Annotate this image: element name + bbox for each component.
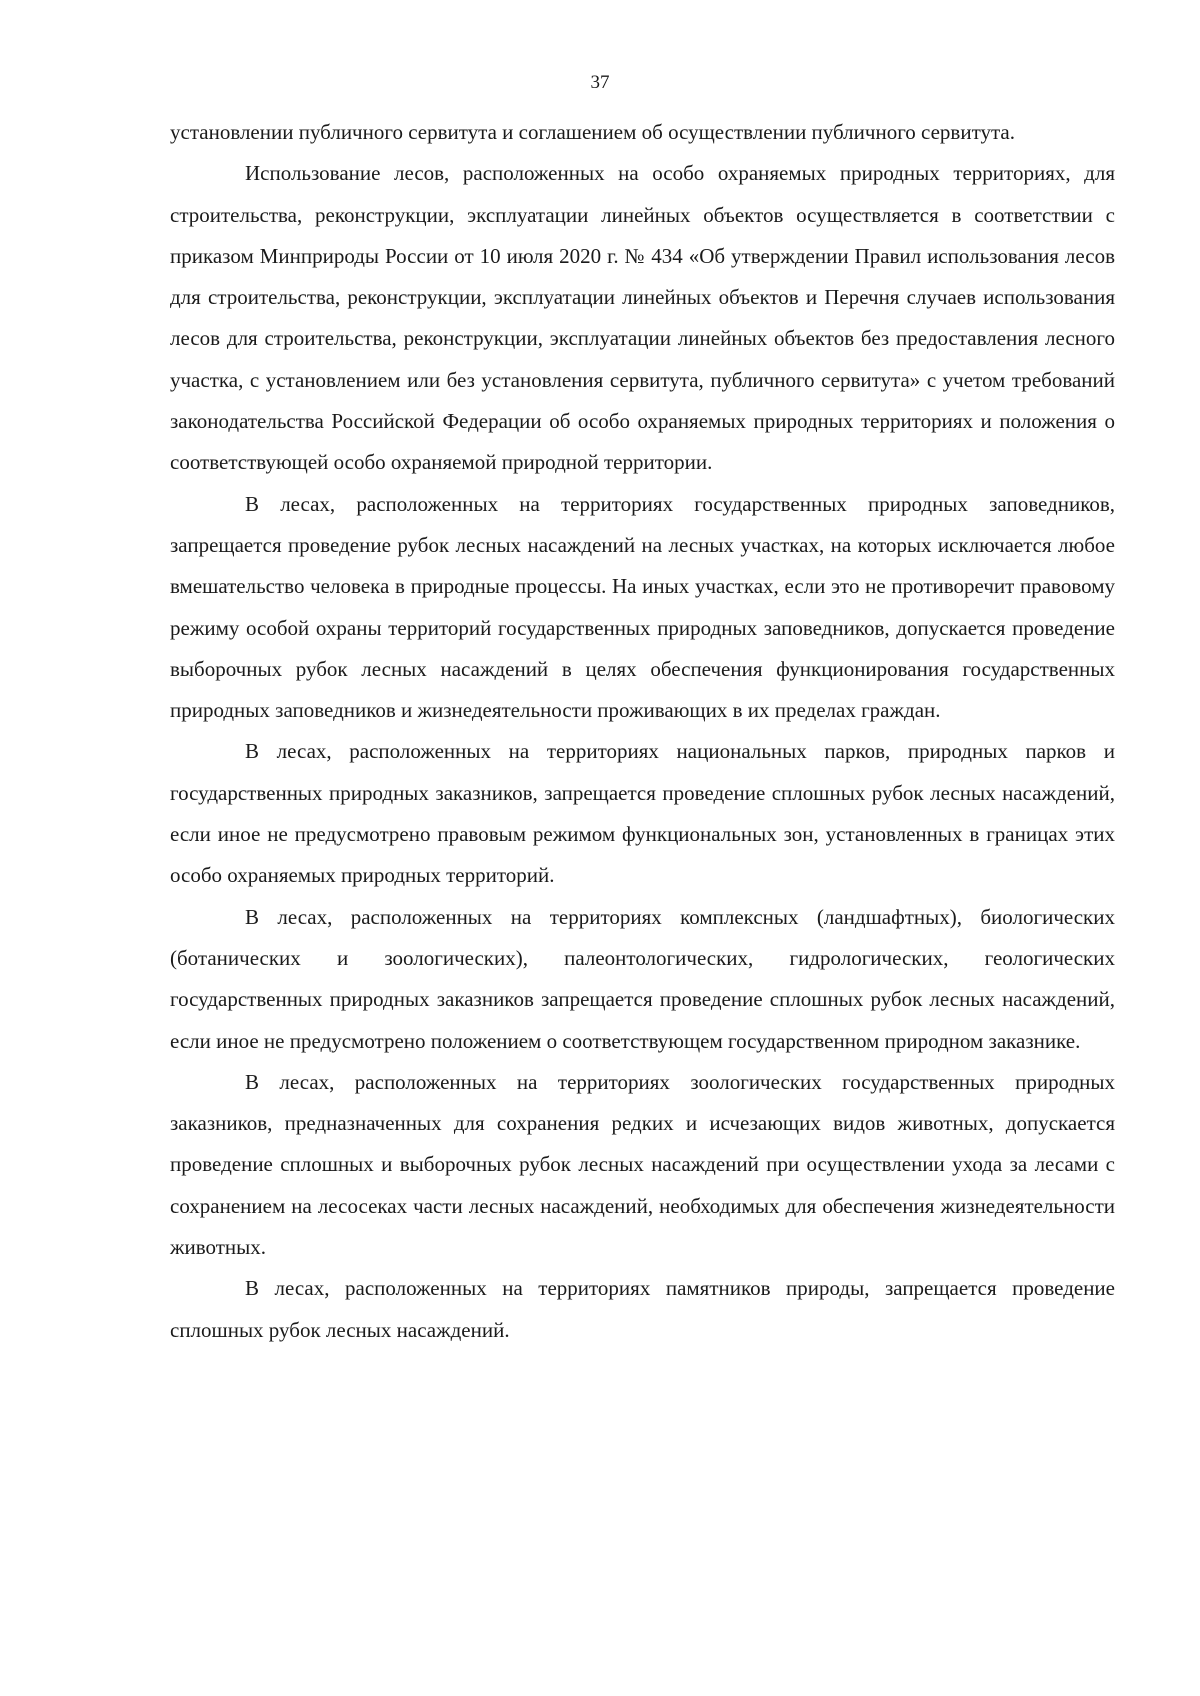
page-number: 37 (590, 72, 610, 93)
paragraph-national-parks: В лесах, расположенных на территориях национальных парков, природных парков и государственных природных заказников, запрещается проведение сплошных рубок лесных насаждений, если иное не предусмотрено правовым режимом функциональных зон, установленных в границах этих особо охраняемых природных территорий. (170, 739, 1115, 888)
paragraph-complex-sanctuaries: В лесах, расположенных на территориях комплексных (ландшафтных), биологических (ботанических и зоологических), палеонтологических, гидрологических, геологических государственных природных заказников запрещается проведение сплошных рубок лесных насаждений, если иное не предусмотрено положением о соответствующем государственном природном заказнике. (170, 904, 1115, 1053)
paragraph-reserves: В лесах, расположенных на территориях государственных природных заповедников, запрещается проведение рубок лесных насаждений на лесных участках, на которых исключается любое вмешательство человека в природные процессы. На иных участках, если это не противоречит правовому режиму особой охраны территорий государственных природных заповедников, допускается проведение выборочных рубок лесных насаждений в целях обеспечения функционирования государственных природных заповедников и жизнедеятельности проживающих в их пределах граждан. (170, 491, 1115, 723)
paragraph-natural-monuments: В лесах, расположенных на территориях памятников природы, запрещается проведение сплошных рубок лесных насаждений. (170, 1276, 1115, 1342)
paragraph-linear-objects: Использование лесов, расположенных на особо охраняемых природных территориях, для строительства, реконструкции, эксплуатации линейных объектов осуществляется в соответствии с приказом Минприроды России от 10 июля 2020 г. № 434 «Об утверждении Правил использования лесов для строительства, реконструкции, эксплуатации линейных объектов и Перечня случаев использования лесов для строительства, реконструкции, эксплуатации линейных объектов без предоставления лесного участка, с установлением или без установления сервитута, публичного сервитута» с учетом требований законодательства Российской Федерации об особо охраняемых природных территориях и положения о соответствующей особо охраняемой природной территории. (170, 161, 1115, 475)
paragraph-continuation: установлении публичного сервитута и соглашением об осуществлении публичного сервитута. (170, 120, 1015, 144)
paragraph-zoological-sanctuaries: В лесах, расположенных на территориях зоологических государственных природных заказников, предназначенных для сохранения редких и исчезающих видов животных, допускается проведение сплошных и выборочных рубок лесных насаждений при осуществлении ухода за лесами с сохранением на лесосеках части лесных насаждений, необходимых для обеспечения жизнедеятельности животных. (170, 1069, 1115, 1260)
document-body (170, 112, 1115, 1351)
